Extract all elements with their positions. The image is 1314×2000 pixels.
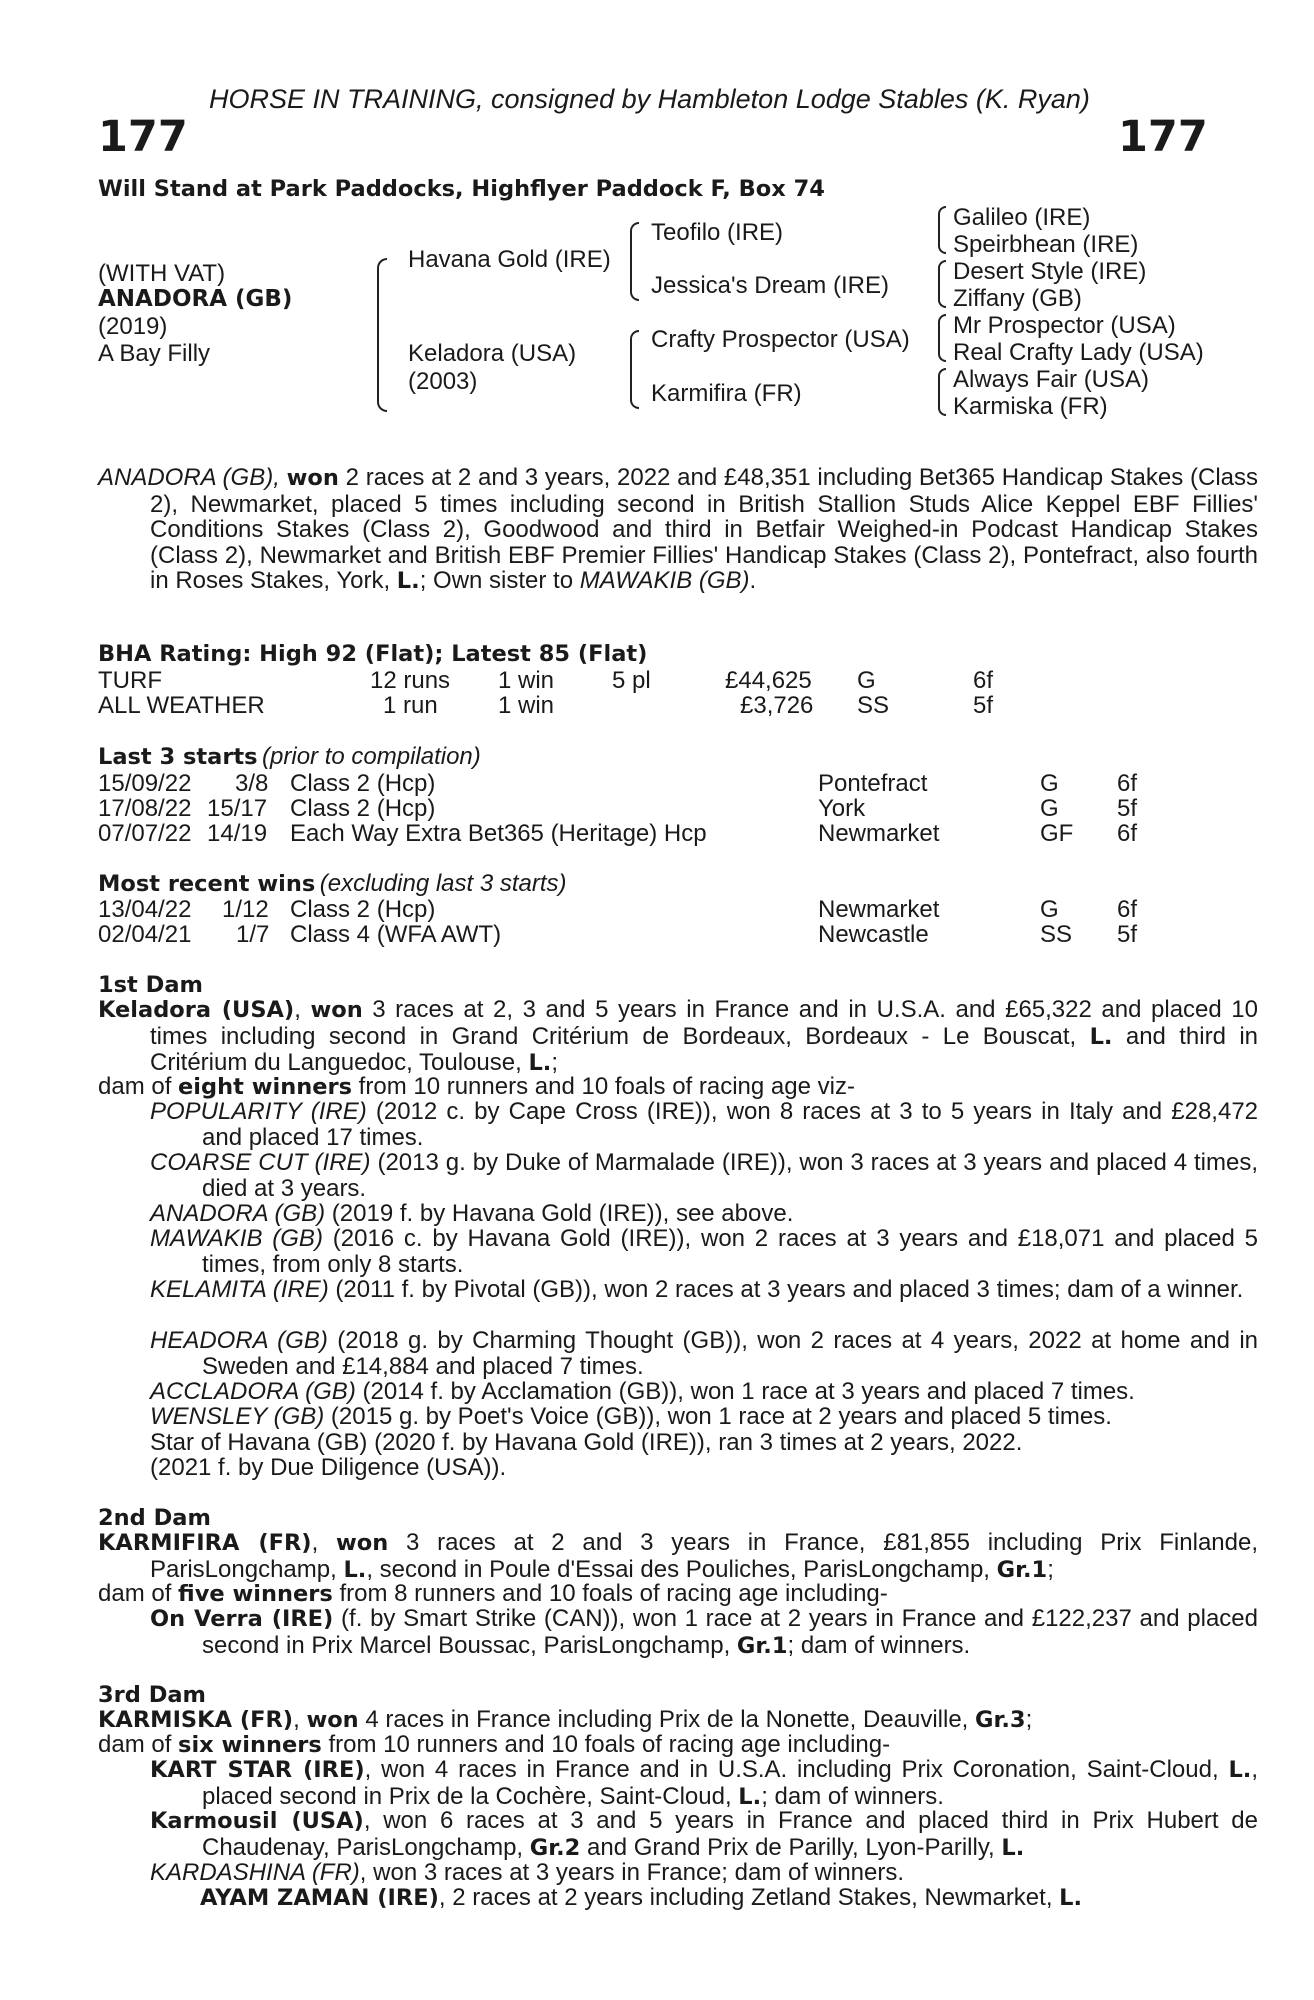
recent-wins-heading: Most recent wins (excluding last 3 starts)	[98, 870, 567, 897]
second-dam-produce-intro: dam of five winners from 8 runners and 10 foals of racing age including-	[98, 1580, 888, 1607]
dams-sire: Crafty Prospector (USA)	[651, 326, 910, 353]
offspring-entry: KELAMITA (IRE) (2011 f. by Pivotal (GB)), won 2 races at 3 years and placed 3 times; dam of a winner.	[150, 1276, 1244, 1303]
offspring-entry: MAWAKIB (GB) (2016 c. by Havana Gold (IRE)), won 2 races at 3 years and £18,071 and placed 5 times, from only 8 starts.	[150, 1225, 1258, 1278]
ggp: Real Crafty Lady (USA)	[953, 339, 1204, 366]
horse-year: (2019)	[98, 313, 168, 340]
third-dam-produce-intro: dam of six winners from 10 runners and 10 foals of racing age including-	[98, 1731, 891, 1758]
second-dam-heading: 2nd Dam	[98, 1505, 211, 1531]
third-dam-heading: 3rd Dam	[98, 1682, 206, 1708]
ggp: Speirbhean (IRE)	[953, 231, 1139, 258]
pedigree-brace	[938, 260, 946, 308]
ggp: Galileo (IRE)	[953, 204, 1091, 231]
lot-number-right: 177	[1118, 112, 1208, 162]
lot-number-left: 177	[98, 112, 188, 162]
pedigree-brace	[630, 330, 639, 409]
first-dam-heading: 1st Dam	[98, 972, 203, 998]
first-dam-produce-intro: dam of eight winners from 10 runners and 10 foals of racing age viz-	[98, 1073, 855, 1100]
offspring-entry: Karmousil (USA), won 6 races at 3 and 5 years in France and placed third in Prix Hubert de Chaudenay, ParisLongchamp, Gr.2 and Grand Prix de Parilly, Lyon-Parilly, L.	[150, 1807, 1258, 1861]
stall-location: Will Stand at Park Paddocks, Highflyer Paddock F, Box 74	[98, 176, 825, 202]
ggp: Ziffany (GB)	[953, 285, 1082, 312]
pedigree-brace	[938, 368, 946, 416]
offspring-entry: (2021 f. by Due Diligence (USA)).	[150, 1454, 507, 1481]
pedigree-brace	[630, 222, 639, 301]
pedigree-brace	[377, 258, 387, 412]
ggp: Mr Prospector (USA)	[953, 312, 1176, 339]
offspring-entry: On Verra (IRE) (f. by Smart Strike (CAN)), won 1 race at 2 years in France and £122,237 and placed second in Prix Marcel Boussac, ParisLongchamp, Gr.1; dam of winners.	[150, 1605, 1259, 1659]
offspring-entry: ANADORA (GB) (2019 f. by Havana Gold (IRE)), see above.	[150, 1200, 794, 1227]
offspring-entry: ACCLADORA (GB) (2014 f. by Acclamation (GB)), won 1 race at 3 years and placed 7 times.	[150, 1378, 1135, 1405]
race-record-summary: ANADORA (GB), won 2 races at 2 and 3 years, 2022 and £48,351 including Bet365 Handicap Stakes (Class 2), Newmarket, placed 5 times including second in British Stallion Studs Alice Keppel EBF Fillies' Conditions Stakes (Class 2), Goodwood and third in Betfair Weighed-in Podcast Handicap Stakes (Class 2), Newmarket and British EBF Premier Fillies' Handicap Stakes (Class 2), Pontefract, also fourth in Roses Stakes, York, L.; Own sister to MAWAKIB (GB).	[98, 464, 1258, 594]
offspring-entry: Star of Havana (GB) (2020 f. by Havana Gold (IRE)), ran 3 times at 2 years, 2022.	[150, 1429, 1023, 1456]
offspring-entry: AYAM ZAMAN (IRE), 2 races at 2 years including Zetland Stakes, Newmarket, L.	[200, 1884, 1083, 1911]
offspring-entry: HEADORA (GB) (2018 g. by Charming Thought (GB)), won 2 races at 4 years, 2022 at home and in Sweden and £14,884 and placed 7 times.	[150, 1327, 1258, 1380]
vat-note: (WITH VAT)	[98, 260, 226, 287]
catalogue-header: HORSE IN TRAINING, consigned by Hambleton Lodge Stables (K. Ryan)	[209, 84, 1090, 114]
dams-dam: Karmifira (FR)	[651, 380, 802, 407]
third-dam-record: KARMISKA (FR), won 4 races in France including Prix de la Nonette, Deauville, Gr.3;	[98, 1706, 1033, 1733]
pedigree-brace	[938, 314, 946, 362]
sire: Havana Gold (IRE)	[408, 246, 611, 273]
offspring-entry: KART STAR (IRE), won 4 races in France and in U.S.A. including Prix Coronation, Saint-Cloud, L., placed second in Prix de la Cochère, Saint-Cloud, L.; dam of winners.	[150, 1756, 1258, 1810]
granddam: Jessica's Dream (IRE)	[651, 272, 889, 299]
first-dam-record: Keladora (USA), won 3 races at 2, 3 and 5 years in France and in U.S.A. and £65,322 and placed 10 times including second in Grand Critérium de Bordeaux, Bordeaux - Le Bouscat, L. and third in Critérium du Languedoc, Toulouse, L.;	[98, 996, 1258, 1076]
second-dam-record: KARMIFIRA (FR), won 3 races at 2 and 3 years in France, £81,855 including Prix Finlande, ParisLongchamp, L., second in Poule d'Essai des Pouliches, ParisLongchamp, Gr.1;	[98, 1529, 1258, 1583]
offspring-entry: KARDASHINA (FR), won 3 races at 3 years in France; dam of winners.	[150, 1859, 905, 1886]
last-starts-heading: Last 3 starts (prior to compilation)	[98, 743, 481, 770]
ggp: Desert Style (IRE)	[953, 258, 1147, 285]
ggp: Karmiska (FR)	[953, 393, 1108, 420]
horse-description: A Bay Filly	[98, 340, 211, 367]
ggp: Always Fair (USA)	[953, 366, 1150, 393]
pedigree-brace	[938, 206, 946, 254]
dam-year: (2003)	[408, 368, 478, 395]
offspring-entry: WENSLEY (GB) (2015 g. by Poet's Voice (GB)), won 1 race at 2 years and placed 5 times.	[150, 1403, 1112, 1430]
offspring-entry: POPULARITY (IRE) (2012 c. by Cape Cross (IRE)), won 8 races at 3 to 5 years in Italy and £28,472 and placed 17 times.	[150, 1098, 1259, 1151]
dam: Keladora (USA)	[408, 340, 577, 367]
horse-name: ANADORA (GB)	[98, 286, 293, 312]
offspring-entry: COARSE CUT (IRE) (2013 g. by Duke of Marmalade (IRE)), won 3 races at 3 years and placed 4 times, died at 3 years.	[150, 1149, 1258, 1202]
grandsire: Teofilo (IRE)	[651, 219, 784, 246]
bha-rating: BHA Rating: High 92 (Flat); Latest 85 (Flat)	[98, 641, 648, 667]
